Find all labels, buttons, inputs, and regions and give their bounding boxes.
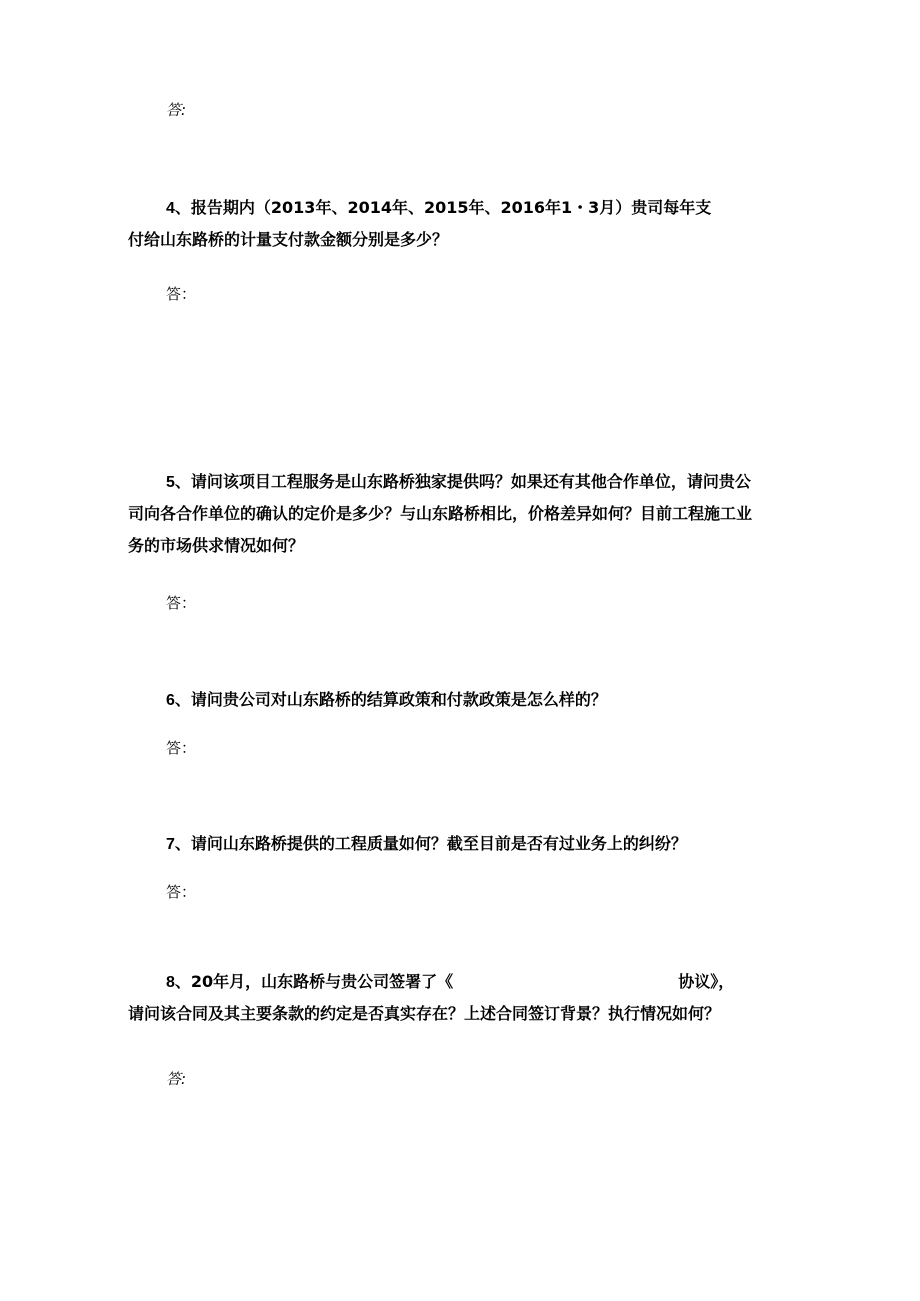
question-5-line-2: 司向各合作单位的确认的定价是多少？与山东路桥相比，价格差异如何？目前工程施工业 [128, 504, 753, 523]
question-6-line-1: 、请问贵公司对山东路桥的结算政策和付款政策是怎么样的？ [174, 690, 607, 709]
question-7-line-1: 、请问山东路桥提供的工程质量如何？截至目前是否有过业务上的纠纷？ [174, 834, 687, 853]
question-6 [128, 684, 798, 716]
answer-4: 答： [166, 285, 197, 303]
question-6-number: 6 [166, 692, 175, 709]
answer-8: 答: [166, 1070, 187, 1088]
question-4-line-2: 付给山东路桥的计量支付款金额分别是多少？ [128, 230, 449, 249]
question-4-number: 4 [166, 200, 175, 217]
answer-5: 答： [166, 594, 197, 612]
question-5 [128, 466, 798, 562]
question-7-number: 7 [166, 836, 175, 853]
question-8-line-1-end: 协议》， [678, 972, 735, 991]
question-8-number: 8 [166, 974, 175, 991]
answer-6: 答： [166, 739, 197, 757]
question-5-line-1: 、请问该项目工程服务是山东路桥独家提供吗？如果还有其他合作单位，请问贵公 [174, 472, 751, 491]
answer-7: 答： [166, 883, 197, 901]
question-8-line-2: 请问该合同及其主要条款的约定是否真实存在？上述合同签订背景？执行情况如何？ [128, 1004, 721, 1023]
question-8-line-1-start: 、20年月，山东路桥与贵公司签署了《 [174, 972, 454, 991]
question-7 [128, 828, 798, 860]
question-5-line-3: 务的市场供求情况如何？ [128, 536, 305, 555]
answer-3: 答: [166, 101, 187, 119]
question-4 [128, 192, 798, 256]
question-4-line-1: 、报告期内（2013年、2014年、2015年、2016年1・3月）贵司每年支 [174, 198, 712, 217]
question-5-number: 5 [166, 474, 175, 491]
question-8 [128, 966, 798, 1030]
